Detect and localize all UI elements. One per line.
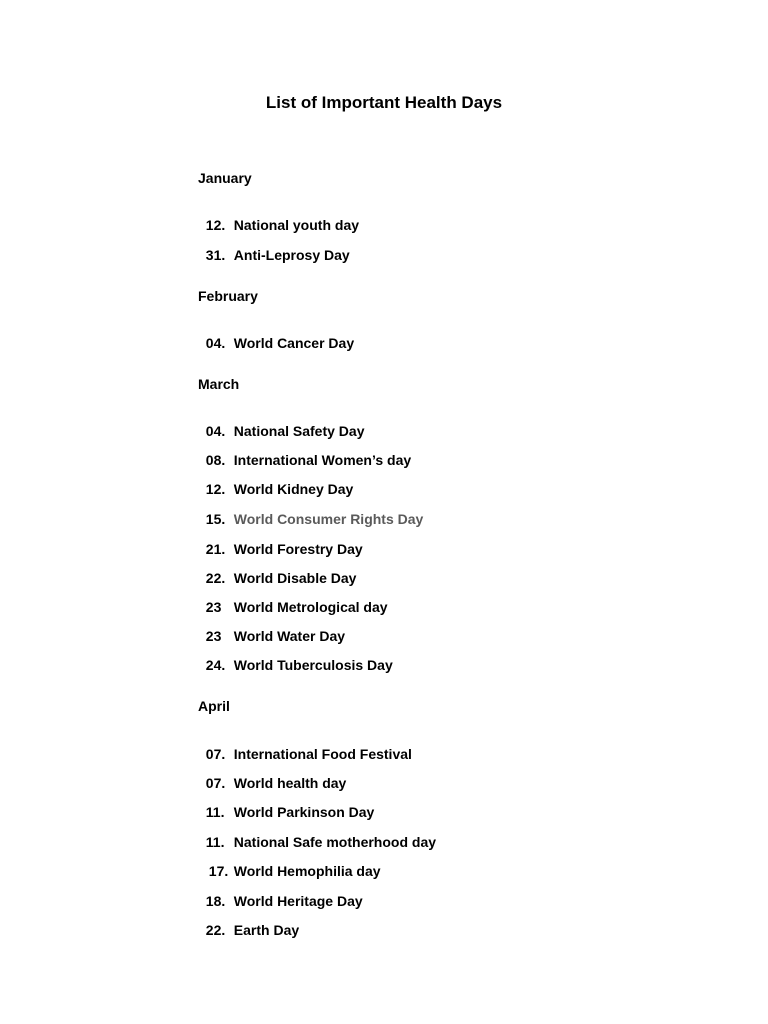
list-item — [198, 316, 354, 352]
day-name: International Food Festival — [233, 746, 412, 762]
day-name: Anti-Leprosy Day — [233, 247, 350, 263]
day-name: World Heritage Day — [233, 893, 363, 909]
list-item — [198, 903, 299, 939]
day-name: National Safe motherhood day — [233, 834, 437, 850]
day-name: World Disable Day — [233, 570, 357, 586]
list-item — [198, 228, 350, 264]
page-title: List of Important Health Days — [265, 93, 503, 112]
day-number: 11. — [205, 834, 225, 850]
day-number: 17. — [208, 863, 229, 879]
day-number: 12. — [205, 481, 226, 497]
day-name: World Kidney Day — [233, 481, 354, 497]
day-number: 31. — [205, 247, 226, 263]
day-name: National Safety Day — [233, 423, 365, 439]
list-item — [198, 638, 393, 674]
day-name: World Forestry Day — [233, 541, 363, 557]
day-number: 18. — [205, 893, 226, 909]
day-number: 22. — [205, 570, 226, 586]
day-name: World Water Day — [233, 628, 346, 644]
day-name: World Hemophilia day — [233, 863, 381, 879]
day-name: World Parkinson Day — [233, 804, 375, 820]
month-heading-march: March — [198, 376, 240, 392]
day-name: World health day — [233, 775, 347, 791]
day-number: 24. — [205, 657, 226, 673]
day-name: Earth Day — [233, 922, 300, 938]
day-name: World Consumer Rights Day — [233, 511, 424, 527]
day-name: International Women’s day — [233, 452, 412, 468]
day-number: 21. — [205, 541, 226, 557]
day-number: 12. — [205, 217, 226, 233]
day-number: 23 — [205, 628, 222, 644]
day-number: 11. — [205, 804, 225, 820]
day-name: World Tuberculosis Day — [233, 657, 393, 673]
day-number: 08. — [205, 452, 226, 468]
day-number: 04. — [205, 423, 226, 439]
day-number: 07. — [205, 775, 226, 791]
day-number: 15. — [205, 511, 226, 527]
day-number: 04. — [205, 335, 226, 351]
day-number: 22. — [205, 922, 226, 938]
day-name: World Metrological day — [233, 599, 388, 615]
day-number: 23 — [205, 599, 222, 615]
day-name: National youth day — [233, 217, 360, 233]
month-heading-february: February — [198, 288, 258, 304]
day-name: World Cancer Day — [233, 335, 355, 351]
day-number: 07. — [205, 746, 226, 762]
month-heading-april: April — [198, 698, 230, 714]
month-heading-january: January — [198, 170, 252, 186]
